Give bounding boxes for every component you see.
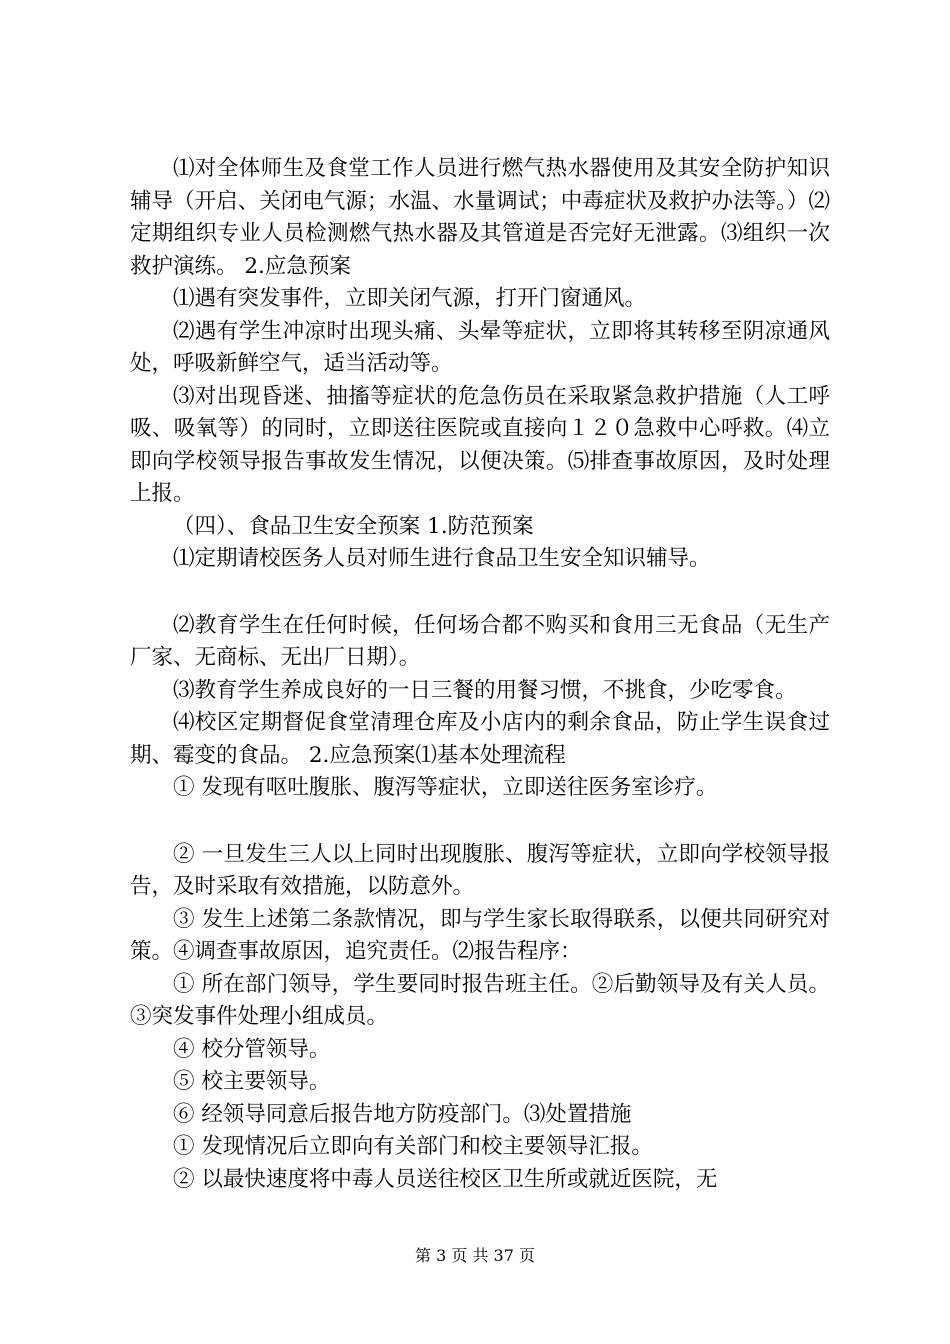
paragraph: ⑵遇有学生冲凉时出现头痛、头晕等症状，立即将其转移至阴凉通风处，呼吸新鲜空气，适当活动等。: [130, 318, 830, 376]
paragraph: ⑴定期请校医务人员对师生进行食品卫生安全知识辅导。: [173, 546, 711, 571]
paragraph: ② 以最快速度将中毒人员送往校区卫生所或就近医院，无: [173, 1166, 718, 1192]
paragraph: ⑴对全体师生及食堂工作人员进行燃气热水器使用及其安全防护知识辅导（开启、关闭电气源；水温、水量调试；中毒症状及救护办法等。）⑵定期组织专业人员检测燃气热水器及其管道是否完好无泄露。⑶组织一次救护演练。 2.应急预案: [130, 156, 830, 279]
paragraph: ⑷校区定期督促食堂清理仓库及小店内的剩余食品，防止学生误食过期、霉变的食品。 2.应急预案⑴基本处理流程: [130, 710, 830, 768]
page-footer: 第 3 页 共 37 页: [415, 1246, 535, 1265]
paragraph: ① 所在部门领导，学生要同时报告班主任。②后勤领导及有关人员。③突发事件处理小组成员。: [130, 971, 830, 1029]
paragraph: ④ 校分管领导。: [173, 1036, 331, 1062]
paragraph: ① 发现情况后立即向有关部门和校主要领导汇报。: [173, 1134, 653, 1159]
paragraph: ⑶对出现昏迷、抽搐等症状的危急伤员在采取紧急救护措施（人工呼吸、吸氧等）的同时，立即送往医院或直接向１２０急救中心呼救。⑷立即向学校领导报告事故发生情况，以便决策。⑸排查事故原因，及时处理上报。: [130, 383, 830, 506]
paragraph: ⑴遇有突发事件，立即关闭气源，打开门窗通风。: [173, 286, 647, 311]
paragraph: ③ 发生上述第二条款情况，即与学生家长取得联系，以便共同研究对策。④调查事故原因，追究责任。⑵报告程序：: [130, 906, 830, 964]
body-text: [130, 153, 830, 1196]
paragraph: ② 一旦发生三人以上同时出现腹胀、腹泻等症状，立即向学校领导报告，及时采取有效措施，以防意外。: [130, 841, 830, 899]
paragraph: ⑥ 经领导同意后报告地方防疫部门。⑶处置措施: [173, 1101, 632, 1127]
section-heading: （四）、食品卫生安全预案 1.防范预案: [173, 513, 534, 539]
paragraph: ⑵教育学生在任何时候，任何场合都不购买和食用三无食品（无生产厂家、无商标、无出厂日期）。: [130, 612, 830, 670]
paragraph: ⑤ 校主要领导。: [173, 1069, 331, 1094]
paragraph: ⑶教育学生养成良好的一日三餐的用餐习惯，不挑食，少吃零食。: [173, 677, 797, 703]
paragraph: ① 发现有呕吐腹胀、腹泻等症状，立即送往医务室诊疗。: [173, 775, 718, 800]
